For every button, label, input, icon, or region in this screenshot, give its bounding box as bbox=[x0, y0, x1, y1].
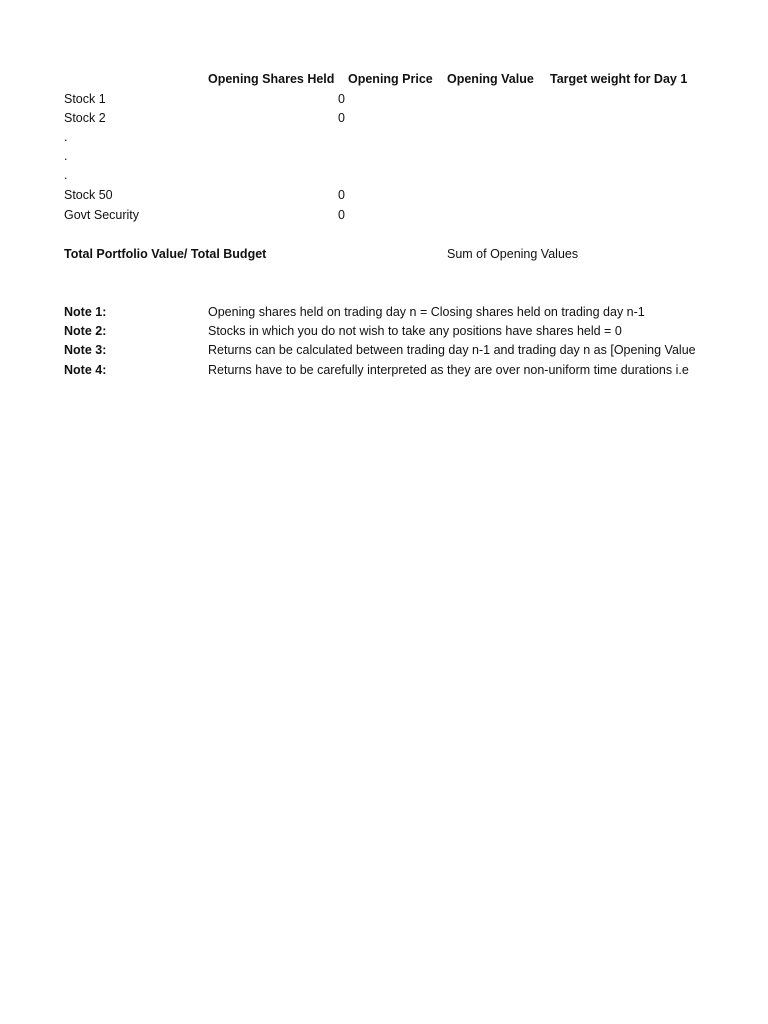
row-ellipsis-3: . bbox=[64, 168, 68, 182]
header-opening-price: Opening Price bbox=[348, 72, 433, 86]
note-2-text: Stocks in which you do not wish to take any positions have shares held = 0 bbox=[208, 324, 622, 338]
row-label-govt-security: Govt Security bbox=[64, 208, 140, 222]
note-2-label: Note 2: bbox=[64, 324, 107, 338]
row-label-stock-50: Stock 50 bbox=[64, 188, 113, 202]
total-label: Total Portfolio Value/ Total Budget bbox=[64, 247, 267, 261]
row-shares-govt-security: 0 bbox=[338, 208, 345, 222]
row-label-stock-1: Stock 1 bbox=[64, 92, 106, 106]
note-3-text: Returns can be calculated between trading day n-1 and trading day n as [Opening Value bbox=[208, 343, 696, 357]
note-3-label: Note 3: bbox=[64, 343, 107, 357]
header-opening-value: Opening Value bbox=[447, 72, 534, 86]
row-shares-stock-1: 0 bbox=[338, 92, 345, 106]
total-value: Sum of Opening Values bbox=[447, 247, 579, 261]
note-4-text: Returns have to be carefully interpreted as they are over non-uniform time durations i.e bbox=[208, 363, 689, 377]
row-ellipsis-1: . bbox=[64, 130, 68, 144]
note-1-text: Opening shares held on trading day n = Closing shares held on trading day n-1 bbox=[208, 305, 645, 319]
header-opening-shares-held: Opening Shares Held bbox=[208, 72, 335, 86]
row-shares-stock-50: 0 bbox=[338, 188, 345, 202]
row-label-stock-2: Stock 2 bbox=[64, 111, 106, 125]
row-ellipsis-2: . bbox=[64, 149, 68, 163]
note-4-label: Note 4: bbox=[64, 363, 107, 377]
row-shares-stock-2: 0 bbox=[338, 111, 345, 125]
header-target-weight: Target weight for Day 1 bbox=[550, 72, 688, 86]
note-1-label: Note 1: bbox=[64, 305, 107, 319]
